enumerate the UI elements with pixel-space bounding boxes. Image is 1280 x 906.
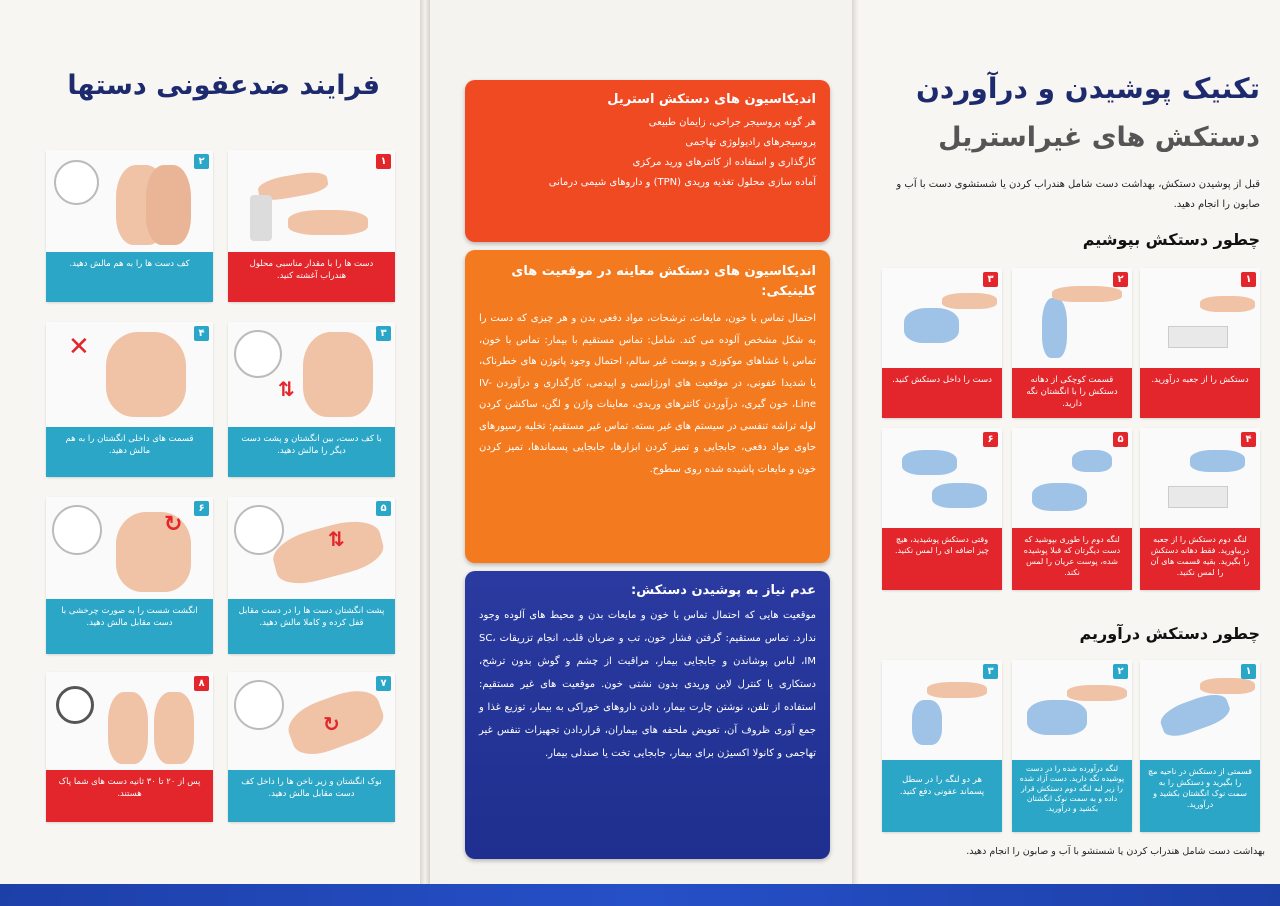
step-illustration xyxy=(228,150,395,252)
box-title: اندیکاسیون های دستکش استریل xyxy=(607,92,816,107)
step-number: ۳ xyxy=(983,272,998,287)
bottom-bar xyxy=(0,884,1280,906)
step-number: ۶ xyxy=(983,432,998,447)
step-number: ۱ xyxy=(1241,272,1256,287)
hand-step-card xyxy=(228,497,395,654)
step-caption: دست را داخل دستکش کنید. xyxy=(882,368,1002,418)
step-caption: دستکش را از جعبه درآورید. xyxy=(1140,368,1260,418)
step-caption: انگشت شست را به صورت چرخشی با دست مقابل مالش دهید. xyxy=(46,599,213,654)
box-line: هر گونه پروسیجر جراحی، زایمان طبیعی xyxy=(648,117,816,128)
box-line: آماده سازی محلول تغذیه وریدی (TPN) و داروهای شیمی درمانی xyxy=(548,177,816,188)
box-line: کارگذاری و استفاده از کاتترهای ورید مرکزی xyxy=(632,157,816,168)
step-caption: قسمت های داخلی انگشتان را به هم مالش دهید. xyxy=(46,427,213,477)
step-caption: لنگه دوم را طوری بپوشید که دست دیگرتان که قبلا پوشیده شده، پوست عریان را لمس نکند. xyxy=(1012,528,1132,590)
step-illustration xyxy=(46,150,213,252)
step-number: ۵ xyxy=(376,501,391,516)
step-caption: قسمتی از دستکش در ناحیه مچ را بگیرید و دستکش را به سمت نوک انگشتان بکشید و درآورید. xyxy=(1140,760,1260,832)
step-number: ۸ xyxy=(194,676,209,691)
step-number: ۱ xyxy=(376,154,391,169)
step-caption: پس از ۲۰ تا ۳۰ ثانیه دست های شما پاک هستند. xyxy=(46,770,213,822)
step-number: ۲ xyxy=(1113,272,1128,287)
step-number: ۶ xyxy=(194,501,209,516)
hand-step-card xyxy=(228,322,395,477)
hand-step-card xyxy=(46,497,213,654)
step-caption: کف دست ها را به هم مالش دهید. xyxy=(46,252,213,302)
step-number: ۳ xyxy=(983,664,998,679)
step-number: ۷ xyxy=(376,676,391,691)
remove-step-card xyxy=(1140,660,1260,832)
box-text: موقعیت هایی که احتمال تماس با خون و مایعات بدن و محیط های آلوده وجود ندارد. تماس مستقیم: گرفتن فشار خون، تب و ضربان قلب، انجام تزریقات SC، IM، لباس پوشاندن و جابجایی بیمار، مراقبت از چشم و گوش بدون ترشح، دستکاری یا کنترل لاین وریدی بدون نشتی خون. موقعیت های غیر مستقیم: استفاده از تلفن، نوشتن چارت بیمار، دادن داروهای خوراکی به بیمار، توزیع غذا و جمع آوری ظروف آن، تعویض ملحفه های بیماران، قراردادن تجهیزات تنفس غیر تهاجمی و کانولا اکسیژن برای بیمار، جابجایی تخت یا صندلی بیمار. xyxy=(479,610,816,759)
box-text: احتمال تماس با خون، مایعات، ترشحات، مواد دفعی بدن و هر چیزی که دست را به شکل مشخص آلوده می کند. شامل: تماس مستقیم با بیمار: تماس با خون، تماس با غشاهای موکوزی و پوست غیر سالم، احتمال وجود پاتوژن های خطرناک، یا شدیدا عفونی، در موقعیت های اورژانسی و اپیدمی، کارگذاری و درآوردن IV-Line، خون گیری، درآوردن کاتترهای وریدی، معاینات واژن و لگن، ساکشن کردن لوله تراشه تنفسی در سیستم های غیر بسته. تماس غیر مستقیم: تخلیه رسیورهای حاوی مواد دفعی، جابجایی و تمیز کردن ابزارها، جابجایی پسماندها، تمیز کردن خون و مایعات پاشیده شده روی سطوح. xyxy=(479,313,816,475)
stopwatch-icon xyxy=(56,686,94,724)
step-number: ۲ xyxy=(1113,664,1128,679)
step-number: ۵ xyxy=(1113,432,1128,447)
step-caption: لنگه درآورده شده را در دست پوشیده نگه دارید. دست آزاد شده را زیر لبه لنگه دوم دستکش قرار داده و به سمت نوک انگشتان بکشید و درآورید. xyxy=(1012,760,1132,832)
step-caption: نوک انگشتان و زیر ناخن ها را داخل کف دست مقابل مالش دهید. xyxy=(228,770,395,822)
step-caption: با کف دست، بین انگشتان و پشت دست دیگر را مالش دهید. xyxy=(228,427,395,477)
fold-divider xyxy=(420,0,430,906)
right-title-line2: دستکش های غیراستریل xyxy=(938,122,1260,153)
step-illustration: ↻ xyxy=(228,672,395,770)
hand-step-card xyxy=(46,150,213,302)
step-illustration: ✕ xyxy=(46,322,213,427)
wear-step-card xyxy=(882,428,1002,590)
hand-step-card xyxy=(46,672,213,822)
box-line: پروسیجرهای رادیولوژی تهاجمی xyxy=(685,137,816,148)
step-caption: وقتی دستکش پوشیدید، هیچ چیز اضافه ای را لمس نکنید. xyxy=(882,528,1002,590)
wear-step-card xyxy=(882,268,1002,418)
exam-gloves-indications xyxy=(465,250,830,563)
right-title-line1: تکنیک پوشیدن و درآوردن xyxy=(916,72,1260,105)
box-title: اندیکاسیون های دستکش معاینه در موقعیت های کلینیکی: xyxy=(511,264,816,299)
step-caption: پشت انگشتان دست ها را در دست مقابل قفل کرده و کاملا مالش دهید. xyxy=(228,599,395,654)
step-number: ۱ xyxy=(1241,664,1256,679)
hand-step-card xyxy=(228,672,395,822)
step-illustration: ⇅ xyxy=(228,497,395,599)
wear-step-card xyxy=(1012,268,1132,418)
remove-heading: چطور دستکش درآوریم xyxy=(1079,624,1260,643)
box-title: عدم نیاز به پوشیدن دستکش: xyxy=(631,583,816,598)
step-caption: دست ها را با مقدار مناسبی محلول هندراب آغشته کنید. xyxy=(228,252,395,302)
step-number: ۴ xyxy=(194,326,209,341)
step-caption: قسمت کوچکی از دهانه دستکش را با انگشتان نگه دارید. xyxy=(1012,368,1132,418)
step-illustration: ↻ xyxy=(46,497,213,599)
remove-step-card xyxy=(882,660,1002,832)
no-gloves-needed xyxy=(465,571,830,859)
step-number: ۲ xyxy=(194,154,209,169)
hand-step-card xyxy=(228,150,395,302)
wear-heading: چطور دستکش بپوشیم xyxy=(1082,230,1260,249)
wear-step-card xyxy=(1140,268,1260,418)
hand-step-card xyxy=(46,322,213,477)
left-title: فرایند ضدعفونی دستها xyxy=(67,70,380,101)
wear-step-card xyxy=(1012,428,1132,590)
footer-note: بهداشت دست شامل هندراب کردن یا شستشو با آب و صابون را انجام دهید. xyxy=(966,846,1265,857)
wear-step-card xyxy=(1140,428,1260,590)
step-illustration: ⇅ xyxy=(228,322,395,427)
step-caption: لنگه دوم دستکش را از جعبه دربیاورید. فقط دهانه دستکش را بگیرید. بقیه قسمت های آن را لمس نکنید. xyxy=(1140,528,1260,590)
step-number: ۴ xyxy=(1241,432,1256,447)
step-illustration xyxy=(46,672,213,770)
intro-text: قبل از پوشیدن دستکش، بهداشت دست شامل هندراب کردن یا شستشوی دست با آب و صابون را انجام دهید. xyxy=(896,179,1260,210)
sterile-gloves-indications xyxy=(465,80,830,242)
step-number: ۳ xyxy=(376,326,391,341)
step-caption: هر دو لنگه را در سطل پسماند عفونی دفع کنید. xyxy=(882,760,1002,832)
remove-step-card xyxy=(1012,660,1132,832)
